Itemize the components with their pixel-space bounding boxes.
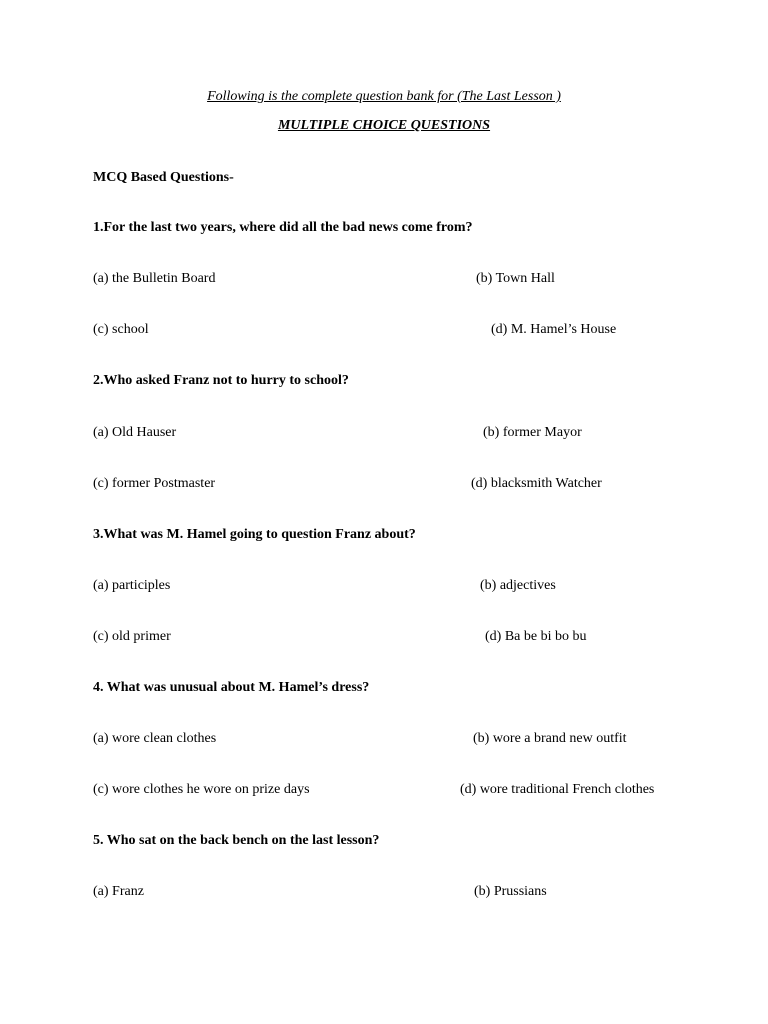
question-2-option-a: (a) Old Hauser [93, 425, 177, 440]
document-heading: MULTIPLE CHOICE QUESTIONS [277, 118, 491, 133]
question-3-option-c: (c) old primer [93, 629, 171, 644]
question-2-option-c: (c) former Postmaster [93, 476, 216, 491]
question-5-option-a: (a) Franz [93, 884, 144, 899]
section-label: MCQ Based Questions- [93, 170, 234, 185]
question-1-option-a: (a) the Bulletin Board [93, 271, 216, 286]
document-subtitle: Following is the complete question bank for (The Last Lesson ) [207, 89, 561, 104]
question-3-option-d: (d) Ba be bi bo bu [485, 629, 587, 644]
question-1-option-d: (d) M. Hamel’s House [491, 322, 617, 337]
question-1-text: 1.For the last two years, where did all the bad news come from? [93, 220, 473, 235]
question-1-option-b: (b) Town Hall [476, 271, 555, 286]
question-5-text: 5. Who sat on the back bench on the last lesson? [93, 833, 380, 848]
question-4-option-a: (a) wore clean clothes [93, 731, 217, 746]
question-3-text: 3.What was M. Hamel going to question Franz about? [93, 527, 416, 542]
question-4-option-c: (c) wore clothes he wore on prize days [93, 782, 310, 797]
question-4-text: 4. What was unusual about M. Hamel’s dress? [93, 680, 370, 695]
question-4-option-b: (b) wore a brand new outfit [473, 731, 627, 746]
question-3-option-a: (a) participles [93, 578, 171, 593]
question-1-option-c: (c) school [93, 322, 149, 337]
question-2-text: 2.Who asked Franz not to hurry to school? [93, 373, 349, 388]
question-4-option-d: (d) wore traditional French clothes [460, 782, 655, 797]
question-2-option-b: (b) former Mayor [483, 425, 582, 440]
question-5-option-b: (b) Prussians [474, 884, 547, 899]
question-2-option-d: (d) blacksmith Watcher [471, 476, 602, 491]
question-3-option-b: (b) adjectives [480, 578, 556, 593]
